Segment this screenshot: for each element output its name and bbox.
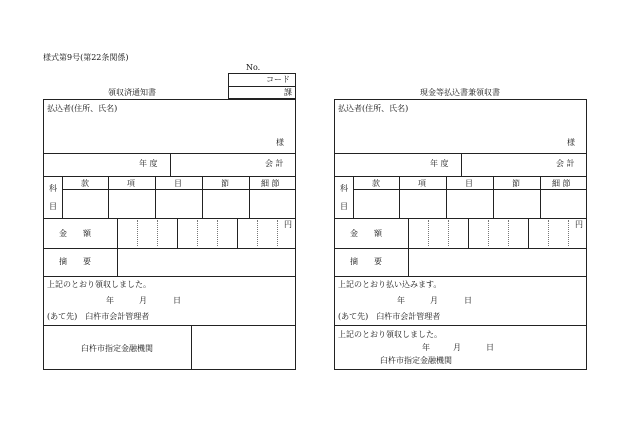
right-account-label: 会 計	[556, 159, 575, 168]
no-label: No.	[246, 63, 261, 72]
right-date-month: 月	[430, 296, 438, 305]
right-col-moku: 目	[465, 179, 473, 188]
left-bank: 臼杵市指定金融機関	[81, 344, 153, 353]
left-col-kan: 款	[81, 179, 89, 188]
right-date-year: 年	[397, 296, 405, 305]
left-sama: 様	[276, 138, 284, 147]
left-amount-label: 金 額	[59, 229, 91, 238]
right-receipt-statement: 上記のとおり領収しました。	[338, 330, 442, 339]
left-col-kou: 項	[127, 179, 135, 188]
right-col-saisetsu: 細 節	[552, 179, 571, 188]
left-yen: 円	[284, 220, 292, 229]
left-date-year: 年	[106, 296, 114, 305]
right-kamoku-2: 目	[340, 202, 348, 211]
left-account-label: 会 計	[265, 159, 284, 168]
left-col-moku: 目	[174, 179, 182, 188]
form-number: 様式第9号(第22条関係)	[43, 53, 129, 62]
right-yen: 円	[575, 220, 583, 229]
right-col-setsu: 節	[512, 179, 520, 188]
right-receipt-date-year: 年	[422, 343, 430, 352]
right-receipt-date-day: 日	[486, 343, 494, 352]
right-bank: 臼杵市指定金融機関	[380, 356, 452, 365]
code-label: コード	[266, 75, 290, 84]
left-statement: 上記のとおり領収しました。	[47, 280, 151, 289]
right-date-day: 日	[464, 296, 472, 305]
left-date-month: 月	[139, 296, 147, 305]
right-col-kou: 項	[418, 179, 426, 188]
right-col-kan: 款	[372, 179, 380, 188]
right-summary-label: 摘 要	[350, 257, 382, 266]
left-date-day: 日	[173, 296, 181, 305]
left-addressee: (あて先) 臼杵市会計管理者	[47, 312, 150, 321]
left-col-saisetsu: 細 節	[261, 179, 280, 188]
left-year-label: 年 度	[139, 159, 158, 168]
right-kamoku-1: 科	[340, 184, 348, 193]
left-kamoku-2: 目	[49, 202, 57, 211]
right-title: 現金等払込書兼領収書	[420, 88, 500, 97]
section-label: 課	[284, 88, 292, 97]
right-sama: 様	[567, 138, 575, 147]
right-payer-label: 払込者(住所、氏名)	[338, 104, 409, 113]
right-statement: 上記のとおり払い込みます。	[338, 280, 442, 289]
left-summary-label: 摘 要	[59, 257, 91, 266]
left-payer-label: 払込者(住所、氏名)	[47, 104, 118, 113]
left-col-setsu: 節	[221, 179, 229, 188]
right-addressee: (あて先) 臼杵市会計管理者	[338, 312, 441, 321]
left-kamoku-1: 科	[49, 184, 57, 193]
right-amount-label: 金 額	[350, 229, 382, 238]
left-title: 領収済通知書	[108, 88, 156, 97]
right-year-label: 年 度	[430, 159, 449, 168]
right-receipt-date-month: 月	[453, 343, 461, 352]
